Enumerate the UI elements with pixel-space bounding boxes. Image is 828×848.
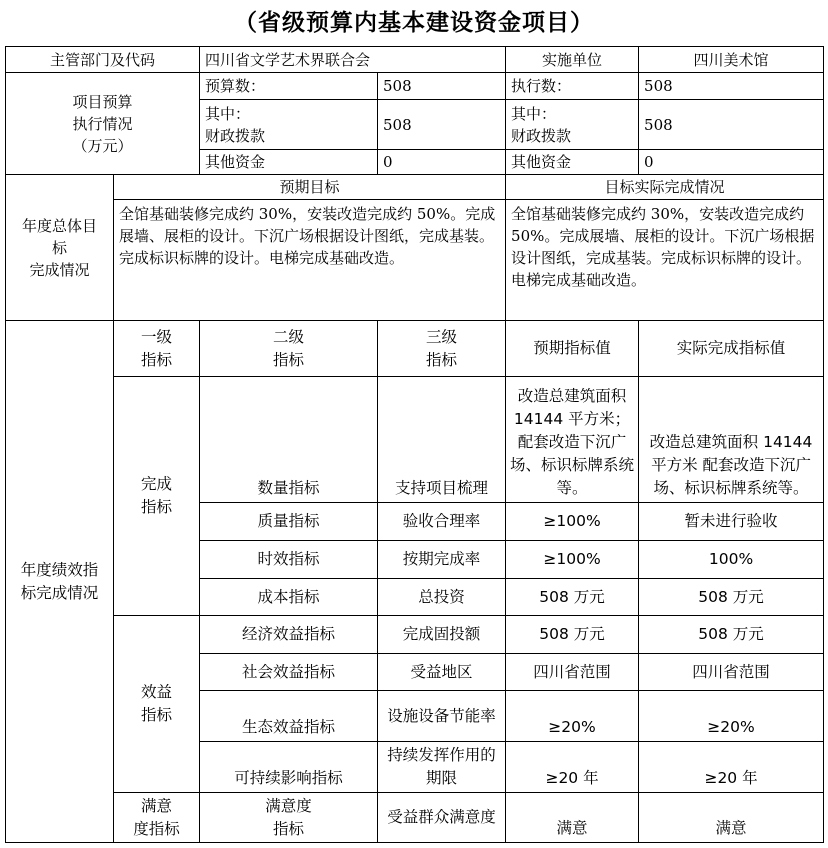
- budget-value: 508: [378, 73, 506, 100]
- level2-header: 二级 指标: [200, 321, 378, 377]
- satisfaction-l2: 满意度 指标: [200, 793, 378, 843]
- row-l2: 成本指标: [200, 579, 378, 616]
- budget-label: 预算数：: [200, 73, 378, 100]
- row-expected: 508 万元: [506, 616, 639, 654]
- row-actual: ≥20 年: [639, 742, 824, 793]
- expected-goal-text: 全馆基础装修完成约 30%，安装改造完成约 50%。完成展墙、展柜的设计。下沉广场根据设计图纸，完成基装。完成标识标牌的设计。电梯完成基础改造。: [114, 200, 506, 321]
- row-expected: 508 万元: [506, 579, 639, 616]
- benefit-group-label: 效益 指标: [114, 616, 200, 793]
- fiscal-exec-value: 508: [639, 100, 824, 150]
- page-title: （省级预算内基本建设资金项目）: [234, 9, 594, 36]
- row-actual: 改造总建筑面积 14144 平方米 配套改造下沉广场、标识标牌系统等。: [639, 377, 824, 503]
- row-actual: 暂未进行验收: [639, 503, 824, 541]
- dept-label: 主管部门及代码: [6, 47, 200, 73]
- actual-goal-text: 全馆基础装修完成约 30%，安装改造完成约 50%。完成展墙、展柜的设计。下沉广场根据设计图纸，完成基装。完成标识标牌的设计。电梯完成基础改造。: [506, 200, 824, 321]
- exec-label: 执行数：: [506, 73, 639, 100]
- row-l2: 社会效益指标: [200, 654, 378, 691]
- row-l2: 数量指标: [200, 377, 378, 503]
- row-actual: 508 万元: [639, 616, 824, 654]
- other-funds-budget: 0: [378, 150, 506, 175]
- row-l2: 质量指标: [200, 503, 378, 541]
- row-l3: 设施设备节能率: [378, 691, 506, 742]
- level1-header: 一级 指标: [114, 321, 200, 377]
- row-expected: 改造总建筑面积 14144 平方米；配套改造下沉广场、标识标牌系统等。: [506, 377, 639, 503]
- row-expected: ≥20%: [506, 691, 639, 742]
- budget-performance-table: [5, 46, 824, 843]
- row-actual: 508 万元: [639, 579, 824, 616]
- row-actual: 满意: [639, 793, 824, 843]
- row-l2: 时效指标: [200, 541, 378, 579]
- level3-header: 三级 指标: [378, 321, 506, 377]
- row-l3: 总投资: [378, 579, 506, 616]
- fiscal-label-exec: 其中： 财政拨款: [506, 100, 639, 150]
- row-l2: 可持续影响指标: [200, 742, 378, 793]
- fiscal-budget-value: 508: [378, 100, 506, 150]
- row-l3: 验收合理率: [378, 503, 506, 541]
- actual-value-header: 实际完成指标值: [639, 321, 824, 377]
- expected-value-header: 预期指标值: [506, 321, 639, 377]
- row-l3: 完成固投额: [378, 616, 506, 654]
- goals-section-label: 年度总体目 标 完成情况: [6, 175, 114, 321]
- row-actual: 四川省范围: [639, 654, 824, 691]
- unit-value: 四川美术馆: [639, 47, 824, 73]
- row-actual: 100%: [639, 541, 824, 579]
- row-l2: 生态效益指标: [200, 691, 378, 742]
- row-expected: ≥100%: [506, 503, 639, 541]
- row-l3: 受益地区: [378, 654, 506, 691]
- row-l3: 按期完成率: [378, 541, 506, 579]
- row-l3: 受益群众满意度: [378, 793, 506, 843]
- row-expected: ≥100%: [506, 541, 639, 579]
- exec-value: 508: [639, 73, 824, 100]
- other-funds-exec: 0: [639, 150, 824, 175]
- row-l2: 经济效益指标: [200, 616, 378, 654]
- dept-value: 四川省文学艺术界联合会: [200, 47, 506, 73]
- row-actual: ≥20%: [639, 691, 824, 742]
- fiscal-label: 其中： 财政拨款: [200, 100, 378, 150]
- row-expected: ≥20 年: [506, 742, 639, 793]
- actual-goal-header: 目标实际完成情况: [506, 175, 824, 200]
- budget-section-label: 项目预算 执行情况 （万元）: [6, 73, 200, 175]
- satisfaction-group-label: 满意 度指标: [114, 793, 200, 843]
- unit-label: 实施单位: [506, 47, 639, 73]
- row-l3: 持续发挥作用的期限: [378, 742, 506, 793]
- other-funds-label: 其他资金: [200, 150, 378, 175]
- row-expected: 满意: [506, 793, 639, 843]
- expected-goal-header: 预期目标: [114, 175, 506, 200]
- completion-group-label: 完成 指标: [114, 377, 200, 616]
- other-funds-label-exec: 其他资金: [506, 150, 639, 175]
- row-l3: 支持项目梳理: [378, 377, 506, 503]
- performance-section-label: 年度绩效指 标完成情况: [6, 321, 114, 843]
- row-expected: 四川省范围: [506, 654, 639, 691]
